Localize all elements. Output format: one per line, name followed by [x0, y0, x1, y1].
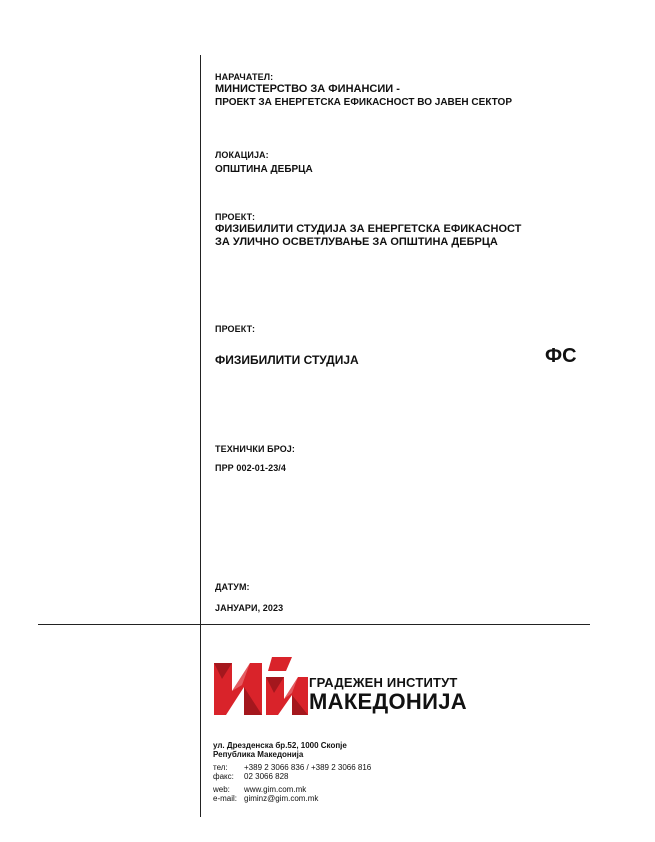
technical-number-block [215, 444, 295, 474]
horizontal-divider [38, 624, 590, 625]
contact-key: e-mail: [213, 794, 238, 803]
contact-email [213, 794, 371, 803]
contact-value: 02 3066 828 [244, 772, 289, 781]
client-line1: МИНИСТЕРСТВО ЗА ФИНАНСИИ - [215, 83, 400, 95]
contact-value: +389 2 3066 836 / +389 2 3066 816 [244, 763, 372, 772]
project-code: ФС [545, 345, 577, 367]
contact-value[interactable]: giminz@gim.com.mk [244, 794, 319, 803]
location-value: ОПШТИНА ДЕБРЦА [215, 164, 313, 175]
technical-number-value: ПРР 002-01-23/4 [215, 463, 287, 473]
project-label: ПРОЕКТ: [215, 212, 256, 222]
project-type-block [215, 324, 359, 367]
location-block [215, 150, 313, 176]
contact-phone [213, 763, 371, 772]
institute-name [309, 676, 467, 714]
project-line1: ФИЗИБИЛИТИ СТУДИЈА ЗА ЕНЕРГЕТСКА ЕФИКАСНОСТ [215, 223, 522, 235]
project-line2: ЗА УЛИЧНО ОСВЕТЛУВАЊЕ ЗА ОПШТИНА ДЕБРЦА [215, 236, 498, 248]
project-block [215, 212, 521, 249]
location-label: ЛОКАЦИЈА: [215, 150, 269, 160]
date-label: ДАТУМ: [215, 582, 250, 592]
contact-key: факс: [213, 772, 234, 781]
contact-web [213, 785, 371, 794]
date-block [215, 582, 283, 614]
institute-name-line2: МАКЕДОНИЈА [309, 689, 467, 714]
vertical-divider [200, 55, 201, 817]
contact-key: тел: [213, 763, 228, 772]
contact-fax [213, 772, 371, 781]
contact-key: web: [213, 785, 230, 794]
project-type-label: ПРОЕКТ: [215, 324, 256, 334]
technical-number-label: ТЕХНИЧКИ БРОЈ: [215, 444, 296, 454]
date-value: ЈАНУАРИ, 2023 [215, 603, 284, 613]
institute-address [213, 741, 371, 803]
client-line2: ПРОЕКТ ЗА ЕНЕРГЕТСКА ЕФИКАСНОСТ ВО ЈАВЕН СЕКТОР [215, 97, 512, 108]
address-line1: ул. Дрезденска бр.52, 1000 Скопје [213, 741, 347, 750]
institute-name-line1: ГРАДЕЖЕН ИНСТИТУТ [309, 675, 458, 690]
contact-value[interactable]: www.gim.com.mk [244, 785, 307, 794]
client-block [215, 72, 512, 109]
address-line2: Република Македонија [213, 750, 304, 759]
client-label: НАРАЧАТЕЛ: [215, 72, 274, 82]
project-type-value: ФИЗИБИЛИТИ СТУДИЈА [215, 353, 359, 367]
